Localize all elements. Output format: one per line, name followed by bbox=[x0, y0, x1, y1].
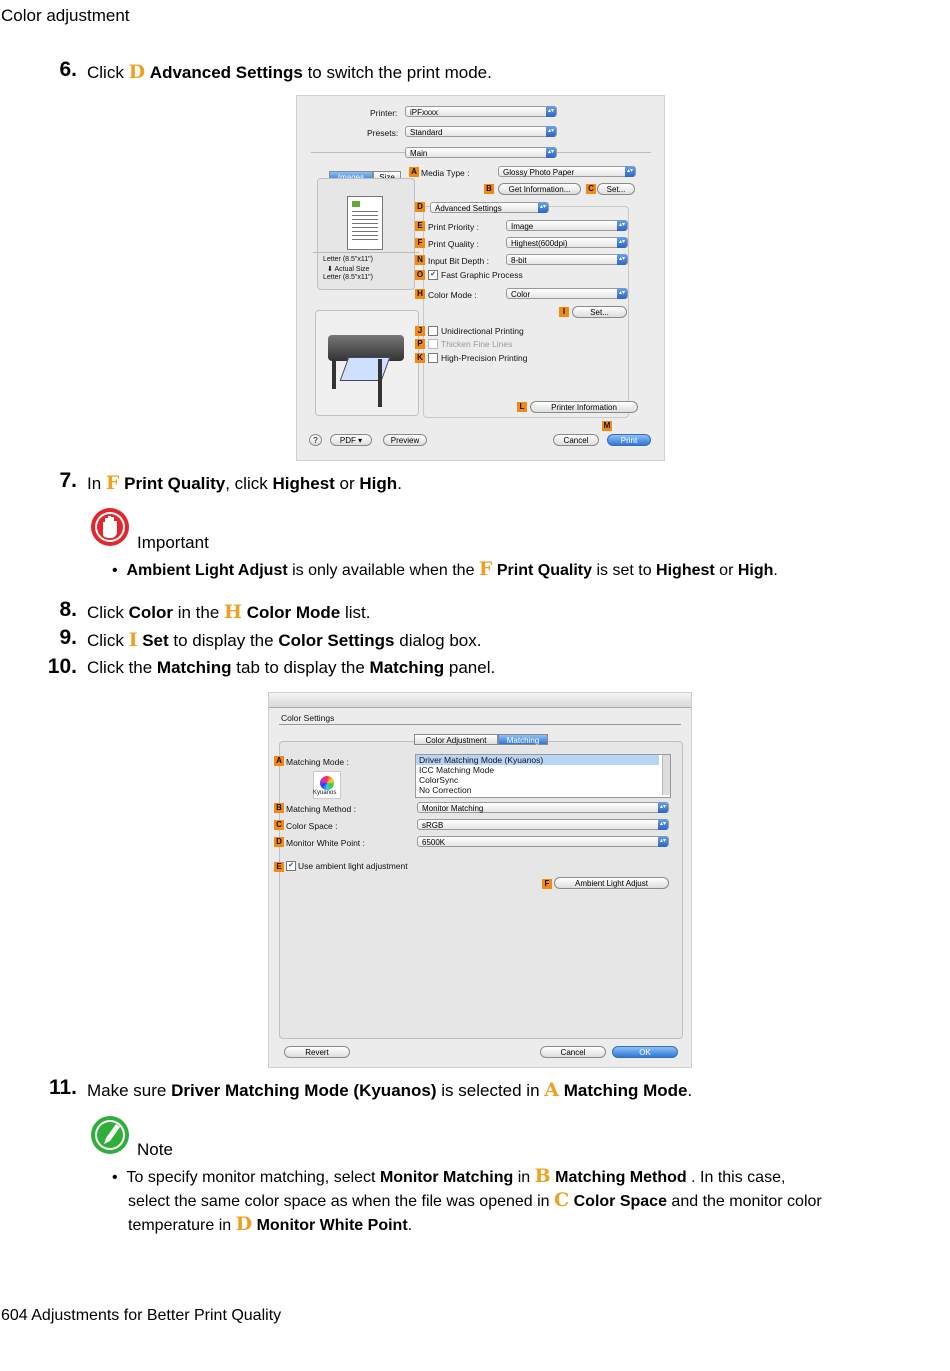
list-item[interactable]: Driver Matching Mode (Kyuanos) bbox=[416, 755, 659, 765]
color-set-button[interactable]: Set... bbox=[572, 306, 627, 318]
important-icon bbox=[90, 507, 128, 545]
print-dialog-screenshot bbox=[296, 95, 665, 461]
callout-d: D bbox=[274, 837, 284, 847]
matching-mode-label: Matching Mode : bbox=[286, 757, 349, 767]
thicken-lines-label: Thicken Fine Lines bbox=[441, 339, 513, 349]
step-8-text: Click Color in the H Color Mode list. bbox=[87, 601, 371, 623]
note-line-3: temperature in D Monitor White Point. bbox=[128, 1213, 413, 1235]
note-line-2: select the same color space as when the file was opened in C Color Space and the monitor color bbox=[128, 1189, 822, 1211]
note-icon bbox=[90, 1115, 130, 1155]
tab-color-adjustment[interactable]: Color Adjustment bbox=[414, 734, 498, 745]
printer-popup[interactable]: iPFxxxx ▴▾ bbox=[405, 106, 557, 117]
callout-f: F bbox=[542, 879, 552, 889]
step-10-text: Click the Matching tab to display the Matching panel. bbox=[87, 658, 496, 677]
kyuanos-label: Kyuanos bbox=[313, 790, 337, 796]
ok-button[interactable]: OK bbox=[612, 1046, 678, 1058]
get-information-button[interactable]: Get Information... bbox=[498, 183, 581, 195]
callout-c: C bbox=[274, 820, 284, 830]
callout-e: E bbox=[415, 221, 425, 231]
media-set-button[interactable]: Set... bbox=[597, 183, 635, 195]
step-number: 11. bbox=[48, 1076, 77, 1099]
page-header: Color adjustment bbox=[1, 6, 130, 25]
color-space-popup[interactable]: sRGB ▴▾ bbox=[417, 819, 669, 830]
matching-method-label: Matching Method : bbox=[286, 804, 356, 814]
presets-popup[interactable]: Standard ▴▾ bbox=[405, 126, 557, 137]
printer-label: Printer: bbox=[370, 108, 398, 118]
callout-m: M bbox=[603, 421, 611, 430]
color-mode-popup[interactable]: Color ▴▾ bbox=[506, 288, 628, 299]
monitor-white-point-popup[interactable]: 6500K ▴▾ bbox=[417, 836, 669, 847]
print-quality-label: Print Quality : bbox=[428, 239, 480, 249]
print-priority-popup[interactable]: Image ▴▾ bbox=[506, 220, 628, 231]
cancel-button[interactable]: Cancel bbox=[553, 434, 599, 446]
printer-information-button[interactable]: Printer Information bbox=[530, 401, 638, 413]
list-item[interactable]: ColorSync bbox=[419, 775, 459, 785]
important-bullet: • Ambient Light Adjust is only available when the F Print Quality is set to Highest or High. bbox=[112, 558, 778, 580]
callout-j: J bbox=[415, 326, 425, 336]
callout-b: B bbox=[484, 184, 494, 194]
output-size-label: Letter (8.5"x11") bbox=[323, 274, 373, 281]
print-quality-popup[interactable]: Highest(600dpi) ▴▾ bbox=[506, 237, 628, 248]
unidirectional-label: Unidirectional Printing bbox=[441, 326, 524, 336]
pdf-button[interactable]: PDF ▾ bbox=[330, 434, 372, 446]
step-number: 10. bbox=[47, 655, 77, 678]
thicken-lines-checkbox[interactable] bbox=[428, 339, 438, 349]
list-item[interactable]: No Correction bbox=[419, 785, 472, 795]
page-footer: 604 Adjustments for Better Print Quality bbox=[1, 1307, 282, 1324]
ambient-light-adjust-button[interactable]: Ambient Light Adjust bbox=[554, 877, 669, 889]
color-mode-label: Color Mode : bbox=[428, 290, 477, 300]
ambient-light-checkbox[interactable]: ✔ bbox=[286, 861, 296, 871]
input-bit-depth-label: Input Bit Depth : bbox=[428, 256, 489, 266]
callout-f: F bbox=[415, 238, 425, 248]
callout-k: K bbox=[415, 353, 425, 363]
fast-graphic-checkbox[interactable]: ✔ bbox=[428, 270, 438, 280]
matching-method-popup[interactable]: Monitor Matching ▴▾ bbox=[417, 802, 669, 813]
media-type-popup[interactable]: Glossy Photo Paper ▴▾ bbox=[498, 166, 636, 177]
printer-image bbox=[315, 310, 419, 416]
color-space-label: Color Space : bbox=[286, 821, 338, 831]
fast-graphic-label: Fast Graphic Process bbox=[441, 270, 523, 280]
dialog-title: Color Settings bbox=[281, 713, 335, 723]
panel-popup[interactable]: Main ▴▾ bbox=[405, 147, 557, 158]
high-precision-checkbox[interactable] bbox=[428, 353, 438, 363]
color-settings-screenshot bbox=[268, 692, 692, 1068]
revert-button[interactable]: Revert bbox=[284, 1046, 350, 1058]
callout-c: C bbox=[586, 184, 596, 194]
help-button[interactable]: ? bbox=[309, 434, 322, 446]
step-number: 7. bbox=[59, 469, 77, 492]
high-precision-label: High-Precision Printing bbox=[441, 353, 528, 363]
step-6-text: Click D Advanced Settings to switch the print mode. bbox=[87, 61, 492, 83]
paper-size-label: Letter (8.5"x11") bbox=[323, 256, 373, 263]
callout-e: E bbox=[274, 862, 284, 872]
media-type-label: Media Type : bbox=[421, 168, 470, 178]
input-bit-depth-popup[interactable]: 8-bit ▴▾ bbox=[506, 254, 628, 265]
callout-d: D bbox=[415, 202, 425, 212]
page-preview-icon bbox=[347, 196, 383, 250]
preview-button[interactable]: Preview bbox=[383, 434, 427, 446]
callout-p: P bbox=[415, 339, 425, 349]
important-title: Important bbox=[137, 533, 209, 552]
step-9-text: Click I Set to display the Color Settings dialog box. bbox=[87, 629, 482, 651]
step-11-text: Make sure Driver Matching Mode (Kyuanos) is selected in A Matching Mode. bbox=[87, 1079, 693, 1101]
cancel-button[interactable]: Cancel bbox=[540, 1046, 606, 1058]
actual-size-label: ⬇ Actual Size bbox=[327, 266, 370, 273]
callout-o: O bbox=[416, 270, 424, 279]
note-title: Note bbox=[137, 1140, 173, 1159]
print-button[interactable]: Print bbox=[607, 434, 651, 446]
list-item[interactable]: ICC Matching Mode bbox=[419, 765, 495, 775]
unidirectional-checkbox[interactable] bbox=[428, 326, 438, 336]
tab-matching[interactable]: Matching bbox=[498, 734, 548, 745]
step-7-text: In F Print Quality, click Highest or High. bbox=[87, 472, 402, 494]
callout-b: B bbox=[274, 803, 284, 813]
matching-mode-list[interactable] bbox=[415, 754, 671, 798]
callout-l: L bbox=[517, 402, 527, 412]
callout-h: H bbox=[415, 289, 425, 299]
note-bullet: • To specify monitor matching, select Monitor Matching in B Matching Method . In this case, bbox=[112, 1165, 786, 1187]
list-scrollbar[interactable] bbox=[662, 755, 670, 795]
print-priority-label: Print Priority : bbox=[428, 222, 480, 232]
advanced-settings-popup[interactable]: Advanced Settings ▴▾ bbox=[430, 202, 549, 213]
callout-n: N bbox=[415, 255, 425, 265]
monitor-white-point-label: Monitor White Point : bbox=[286, 838, 365, 848]
step-number: 8. bbox=[59, 598, 77, 621]
ambient-light-label: Use ambient light adjustment bbox=[298, 861, 408, 871]
callout-i: I bbox=[559, 307, 569, 317]
step-number: 9. bbox=[59, 626, 77, 649]
presets-label: Presets: bbox=[367, 128, 399, 138]
callout-a: A bbox=[274, 756, 284, 766]
step-number: 6. bbox=[59, 58, 77, 81]
callout-a: A bbox=[409, 167, 419, 177]
